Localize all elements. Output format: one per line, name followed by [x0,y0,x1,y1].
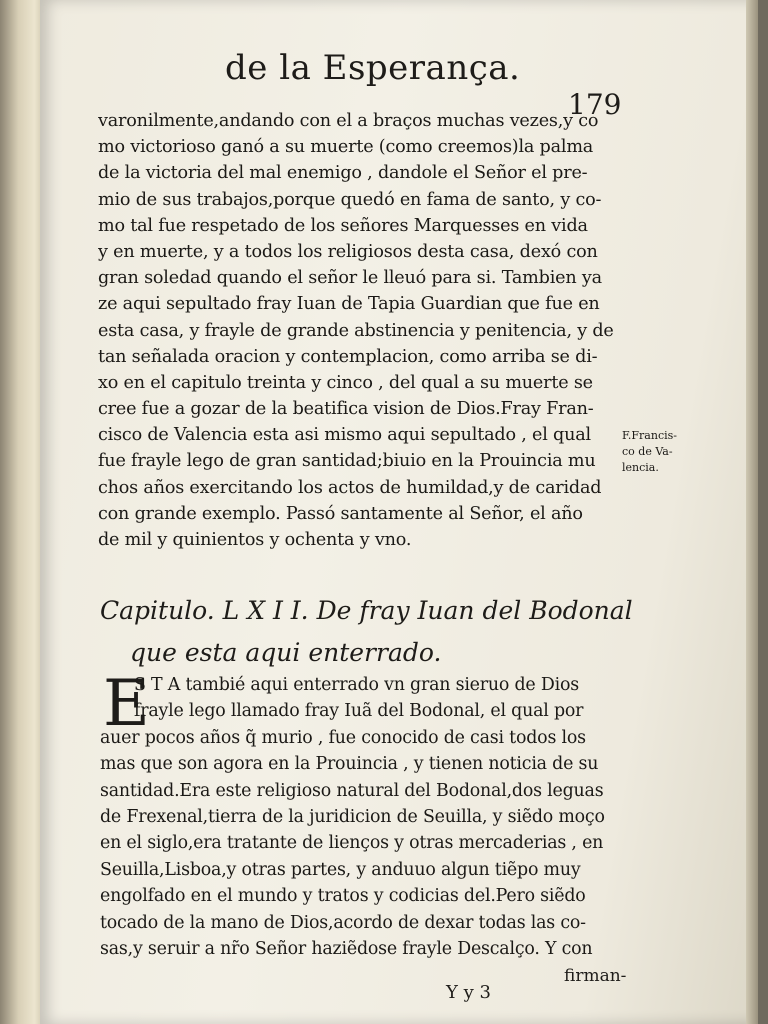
text-line: mio de sus trabajos,porque quedó en fama de santo, y co- [98,189,602,210]
text-line: S T A tambié aqui enterrado vn gran sieruo de Dios [134,675,579,695]
text-line: cisco de Valencia esta asi mismo aqui sepultado , el qual [98,425,591,446]
chapter-heading-line: Capitulo. L X I I. De fray Iuan del Bodonal [100,596,633,625]
text-line: xo en el capitulo treinta y cinco , del qual a su muerte se [98,372,593,393]
margin-note-line: F.Francis- [622,429,677,442]
margin-note [622,428,702,476]
text-line: con grande exemplo. Passó santamente al Señor, el año [98,503,583,524]
signature-mark: Y y 3 [446,982,491,1003]
chapter-heading [100,590,660,674]
text-line: engolfado en el mundo y tratos y codicias del.Pero siẽdo [100,886,586,907]
text-line: ze aqui sepultado fray Iuan de Tapia Guardian que fue en [98,294,600,315]
text-line: cree fue a gozar de la beatifica vision de Dios.Fray Fran- [98,399,594,420]
text-line: fue frayle lego de gran santidad;biuio en la Prouincia mu [98,451,596,472]
text-line: auer pocos años q̃ murio , fue conocido de casi todos los [100,727,586,748]
text-line: en el siglo,era tratante de lienços y otras mercaderias , en [100,833,604,854]
text-line: mo victorioso ganó a su muerte (como creemos)la palma [98,137,594,158]
text-line: santidad.Era este religioso natural del Bodonal,dos leguas [100,780,604,801]
page-number: 179 [568,88,622,121]
text-line: mas que son agora en la Prouincia , y tienen noticia de su [100,754,599,775]
running-header: de la Esperança. [225,48,521,88]
text-line: tocado de la mano de Dios,acordo de dexar todas las co- [100,912,586,933]
text-line: mo tal fue respetado de los señores Marquesses en vida [98,215,588,236]
text-line: tan señalada oracion y contemplacion, como arriba se di- [98,346,598,367]
text-line: gran soledad quando el señor le lleuó para si. Tambien ya [98,268,602,289]
body-text [98,108,628,553]
text-line: chos años exercitando los actos de humildad,y de caridad [98,477,602,498]
text-line: y en muerte, y a todos los religiosos desta casa, dexó con [98,241,598,262]
chapter-body [100,667,630,962]
text-line: de la victoria del mal enemigo , dandole el Señor el pre- [98,163,588,184]
text-line: sas,y seruir a nr̃o Señor haziẽdose frayle Descalço. Y con [100,938,593,959]
text-line: de Frexenal,tierra de la juridicion de Seuilla, y siẽdo moço [100,806,605,827]
drop-cap: E [103,667,150,741]
chapter-heading-line: que esta aqui enterrado. [130,638,442,667]
page-right-edge [746,0,758,1024]
catchword: firman- [564,966,627,986]
text-line: frayle lego llamado fray Iuã del Bodonal, el qual por [134,701,584,722]
text-line: esta casa, y frayle de grande abstinencia y penitencia, y de [98,320,614,341]
text-line: de mil y quinientos y ochenta y vno. [98,530,412,550]
text-line: Seuilla,Lisboa,y otras partes, y anduuo algun tiẽpo muy [100,859,581,880]
text-line: varonilmente,andando con el a braços muchas vezes,y co [98,111,599,131]
margin-note-line: co de Va- [622,445,673,458]
margin-note-line: lencia. [622,461,659,474]
